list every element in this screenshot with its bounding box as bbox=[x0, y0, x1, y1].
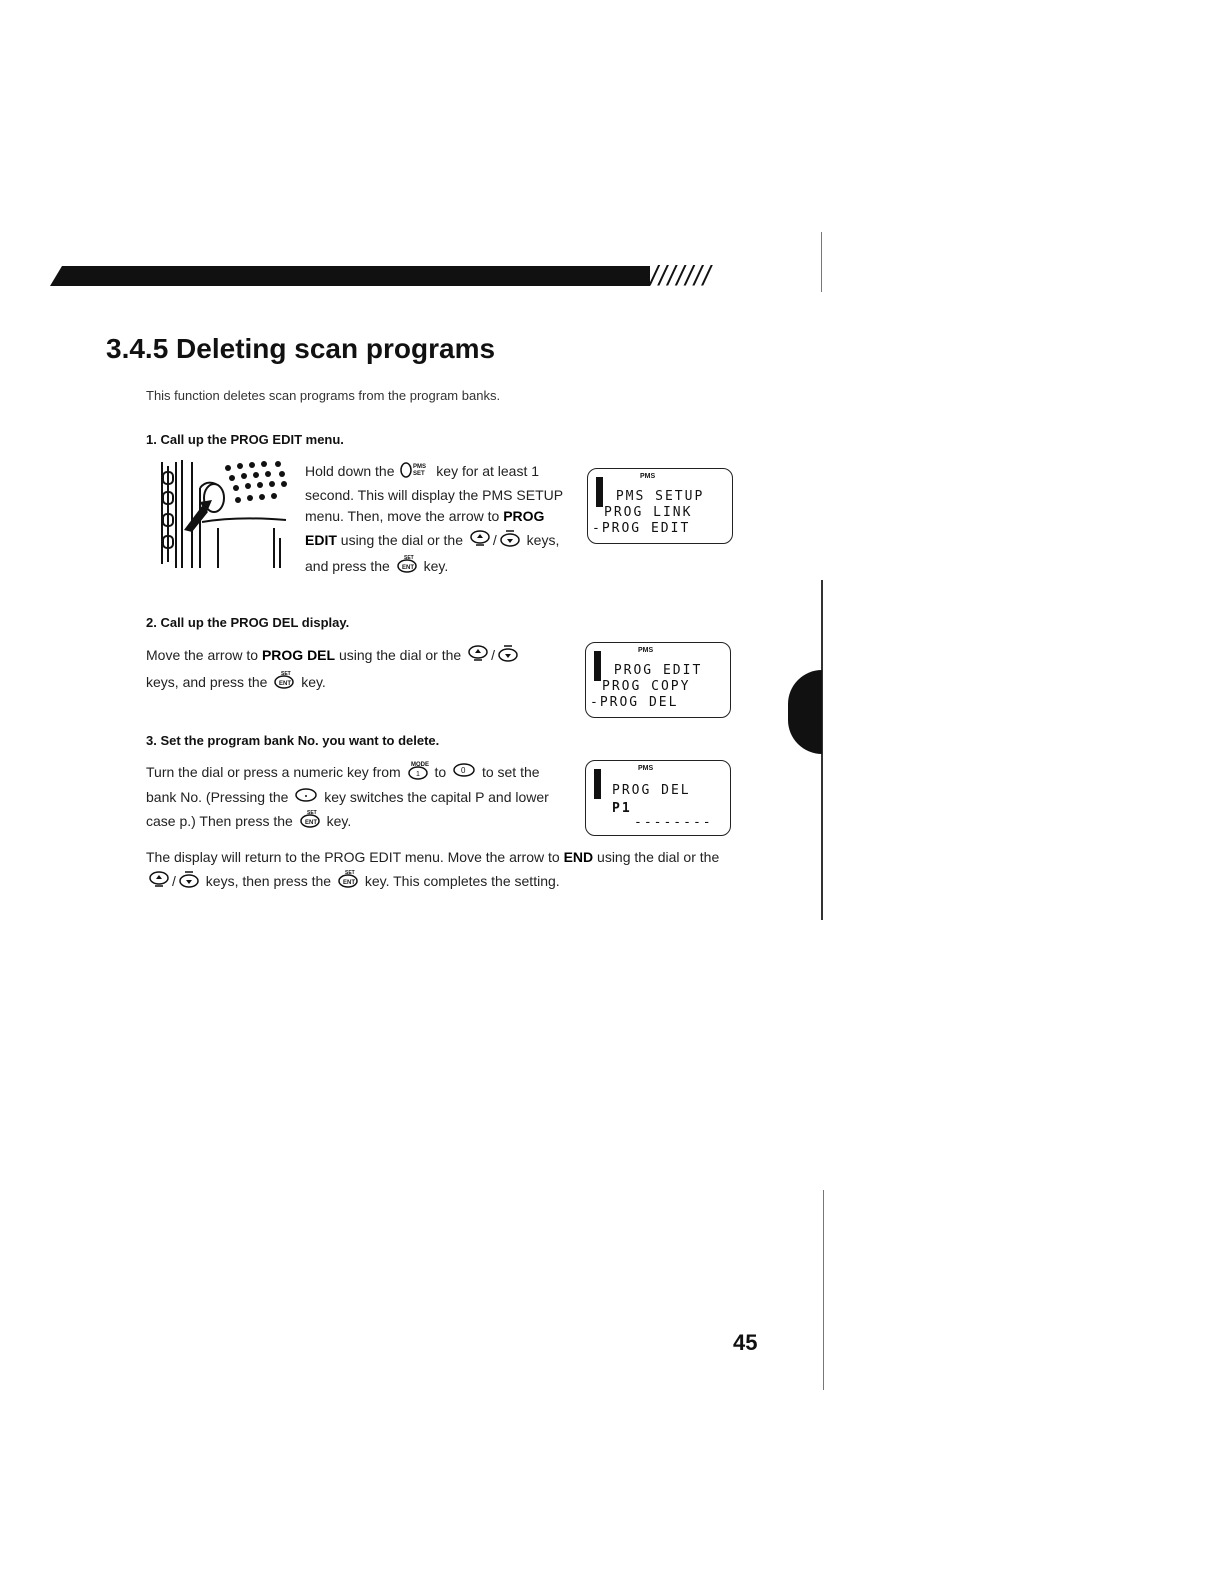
intro-text: This function deletes scan programs from the program banks. bbox=[146, 388, 501, 403]
svg-text:SET: SET bbox=[306, 810, 317, 817]
dot-key-icon bbox=[294, 787, 318, 810]
lcd-display-pms-setup bbox=[587, 468, 733, 544]
down-key-icon bbox=[499, 528, 521, 555]
lcd-line: PROG EDIT bbox=[604, 663, 703, 678]
lcd-line: -PROG EDIT bbox=[592, 521, 691, 536]
svg-text:ENT: ENT bbox=[279, 680, 292, 687]
set-ent-key-icon bbox=[396, 554, 418, 581]
svg-text:PMS: PMS bbox=[413, 464, 427, 470]
page-number: 45 bbox=[733, 1330, 758, 1355]
lcd-line: PROG DEL bbox=[612, 783, 691, 798]
svg-text:ENT: ENT bbox=[342, 879, 355, 886]
lcd-line: PROG LINK bbox=[604, 505, 693, 520]
set-ent-key-icon bbox=[337, 869, 359, 896]
lcd-line: P1 bbox=[612, 801, 632, 816]
lcd-line: -------- bbox=[634, 815, 713, 830]
lcd-tag: PMS bbox=[638, 765, 654, 772]
set-ent-key-icon bbox=[273, 670, 295, 697]
lcd-indicator bbox=[596, 477, 603, 507]
step-1-heading: 1. Call up the PROG EDIT menu. bbox=[146, 432, 344, 447]
lcd-line: PROG COPY bbox=[602, 679, 691, 694]
lcd-display-prog-del bbox=[585, 760, 731, 836]
pms-set-key-icon bbox=[400, 460, 430, 485]
lcd-line: -PROG DEL bbox=[590, 695, 679, 710]
header-bar bbox=[50, 266, 650, 286]
step-3-text: Turn the dial or press a numeric key from MODE 1 to 0 to set the bank No. (Pressing the key switches the capital P and lower case p.) Then press the ENT SET key. bbox=[146, 760, 566, 836]
section-title: 3.4.5 Deleting scan programs bbox=[106, 333, 496, 364]
closing-text: The display will return to the PROG EDIT menu. Move the arrow to END using the dial or the / keys, then press the ENT SET key. This completes the setting. bbox=[146, 847, 746, 895]
header-hatch: /////// bbox=[650, 260, 712, 291]
svg-text:ENT: ENT bbox=[401, 565, 414, 571]
step-1-text: Hold down the PMS SET key for at least 1 second. This will display the PMS SETUP menu. Then, move the arrow to PROG EDIT using the dial or the / keys, and press the ENT SET key. bbox=[305, 460, 573, 581]
lcd-indicator bbox=[594, 651, 601, 681]
down-key-icon bbox=[178, 869, 200, 896]
svg-text:0: 0 bbox=[461, 766, 466, 775]
svg-text:ENT: ENT bbox=[304, 820, 317, 827]
svg-text:1: 1 bbox=[415, 771, 420, 778]
step-2-heading: 2. Call up the PROG DEL display. bbox=[146, 615, 350, 630]
down-key-icon bbox=[497, 643, 519, 670]
lcd-display-prog-edit bbox=[585, 642, 731, 718]
lcd-tag: PMS bbox=[638, 647, 654, 654]
radio-illustration bbox=[158, 458, 292, 570]
zero-key-icon bbox=[452, 762, 476, 785]
svg-text:SET: SET bbox=[344, 869, 355, 876]
mode-key-icon bbox=[407, 760, 429, 787]
lcd-tag: PMS bbox=[640, 473, 656, 480]
lcd-indicator bbox=[594, 769, 601, 799]
margin-rule bbox=[821, 232, 822, 292]
step-3-heading: 3. Set the program bank No. you want to delete. bbox=[146, 733, 440, 748]
step-2-text: Move the arrow to PROG DEL using the dial or the / keys, and press the ENT SET key. bbox=[146, 643, 556, 696]
up-key-icon bbox=[469, 529, 491, 554]
margin-rule bbox=[823, 1190, 824, 1390]
svg-text:SET: SET bbox=[281, 670, 292, 677]
lcd-line: PMS SETUP bbox=[606, 489, 705, 504]
set-ent-key-icon bbox=[299, 809, 321, 836]
up-key-icon bbox=[467, 644, 489, 669]
thumb-tab-marker bbox=[788, 670, 822, 754]
svg-text:SET: SET bbox=[403, 555, 414, 561]
svg-text:SET: SET bbox=[413, 471, 426, 477]
up-key-icon bbox=[148, 870, 170, 895]
svg-text:MODE: MODE bbox=[410, 762, 429, 768]
